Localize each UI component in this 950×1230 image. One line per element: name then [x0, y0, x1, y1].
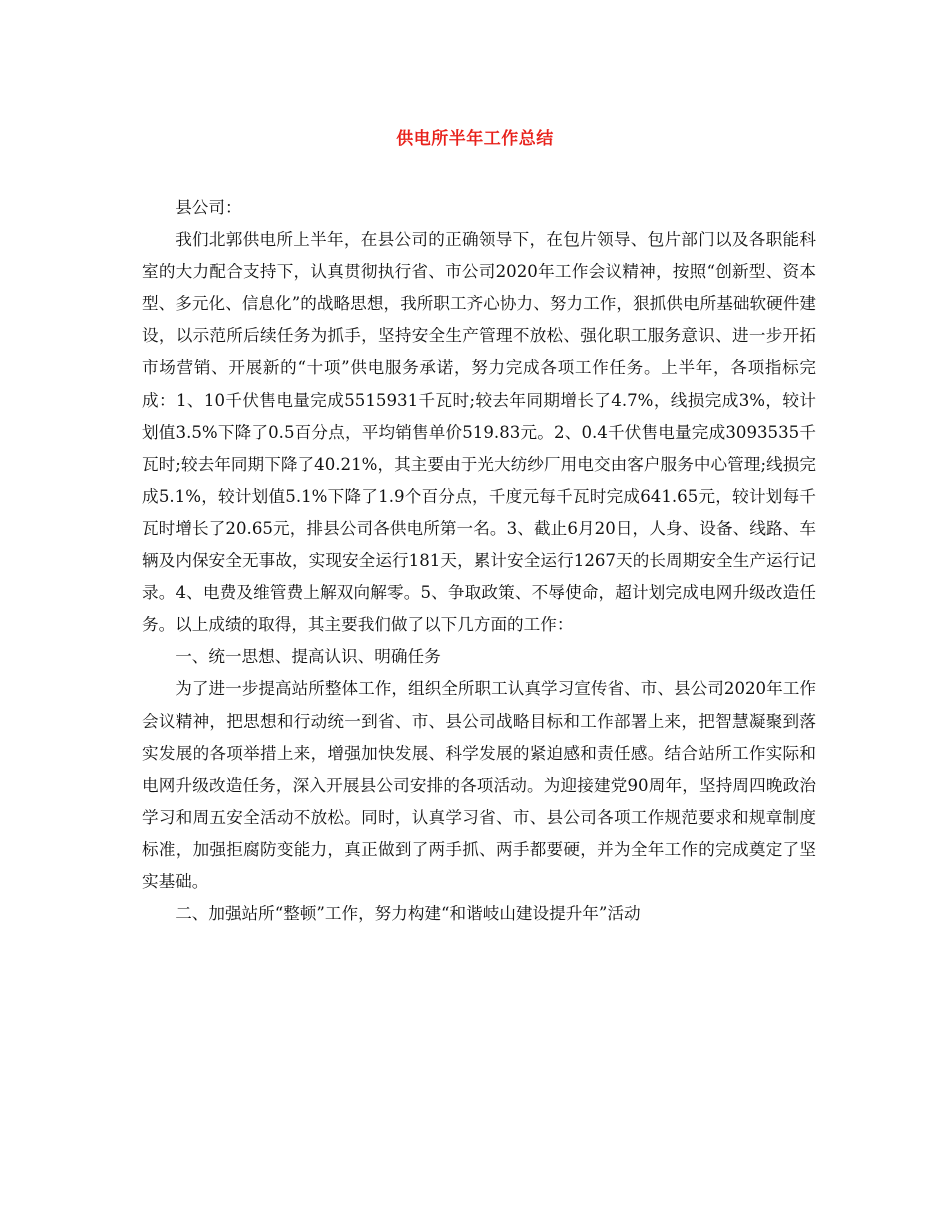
section-heading-2: 二、加强站所“整顿”工作，努力构建“和谐岐山建设提升年”活动 [175, 904, 641, 924]
paragraph-intro: 我们北郭供电所上半年，在县公司的正确领导下，在包片领导、包片部门以及各职能科室的大力配合支持下，认真贯彻执行省、市公司2020年工作会议精神，按照“创新型、资本型、多元化、信息化”的战略思想，我所职工齐心协力、努力工作，狠抓供电所基础软硬件建设，以示范所后续任务为抓手，坚持安全生产管理不放松、强化职工服务意识、进一步开拓市场营销、开展新的“十项”供电服务承诺，努力完成各项工作任务。上半年，各项指标完成：1、10千伏售电量完成5515931千瓦时;较去年同期增长了4.7%，线损完成3%，较计划值3.5%下降了0.5百分点，平均销售单价519.83元。2、0.4千伏售电量完成3093535千瓦时;较去年同期下降了40.21%，其主要由于光大纺纱厂用电交由客户服务中心管理;线损完成5.1%，较计划值5.1%下降了1.9个百分点，千度元每千瓦时完成641.65元，较计划每千瓦时增长了20.65元，排县公司各供电所第一名。3、截止6月20日，人身、设备、线路、车辆及内保安全无事故，实现安全运行181天，累计安全运行1267天的长周期安全生产运行记录。4、电费及维管费上解双向解零。5、争取政策、不辱使命，超计划完成电网升级改造任务。以上成绩的取得，其主要我们做了以下几方面的工作： [142, 230, 816, 635]
salutation: 县公司： [175, 198, 242, 217]
document-title: 供电所半年工作总结 [396, 129, 554, 149]
paragraph-section-1: 为了进一步提高站所整体工作，组织全所职工认真学习宣传省、市、县公司2020年工作会议精神，把思想和行动统一到省、市、县公司战略目标和工作部署上来，把智慧凝聚到落实发展的各项举措上来，增强加快发展、科学发展的紧迫感和责任感。结合站所工作实际和电网升级改造任务，深入开展县公司安排的各项活动。为迎接建党90周年，坚持周四晚政治学习和周五安全活动不放松。同时，认真学习省、市、县公司各项工作规范要求和规章制度标准，加强拒腐防变能力，真正做到了两手抓、两手都要硬，并为全年工作的完成奠定了坚实基础。 [142, 679, 816, 891]
section-heading-1: 一、统一思想、提高认识、明确任务 [175, 647, 441, 667]
document-body [142, 192, 816, 930]
